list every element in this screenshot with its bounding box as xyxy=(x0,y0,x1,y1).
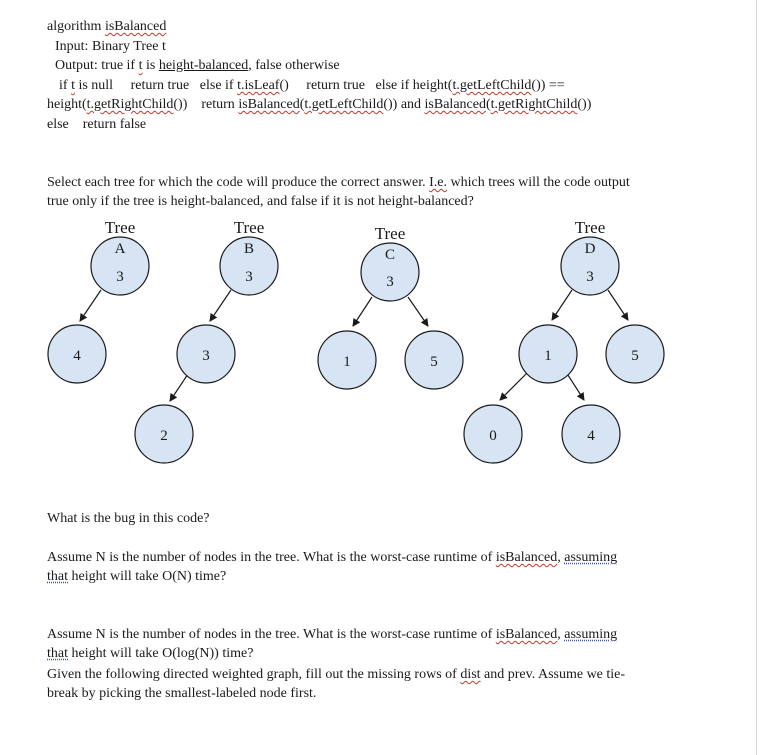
algorithm-line-6: else return false xyxy=(47,117,147,132)
svg-text:4: 4 xyxy=(73,348,81,364)
question-graph-line1: Given the following directed weighted graph, fill out the missing rows of dist and prev. Assume we tie- xyxy=(47,667,626,682)
algorithm-output: Output: true if t is height-balanced, false otherwise xyxy=(55,58,340,73)
svg-text:0: 0 xyxy=(489,428,497,444)
tree-b-letter: B xyxy=(243,241,255,257)
tree-a-root-value: 3 xyxy=(116,269,124,285)
question-select-trees-line2: true only if the tree is height-balanced, and false if it is not height-balanced? xyxy=(47,194,474,209)
question-runtime-on-line1: Assume N is the number of nodes in the tree. What is the worst-case runtime of isBalanced, assuming xyxy=(47,550,618,565)
tree-c-title: Tree xyxy=(374,224,406,243)
algorithm-input: Input: Binary Tree t xyxy=(55,39,166,54)
question-runtime-logn-line2: that height will take O(log(N)) time? xyxy=(47,646,254,661)
svg-text:5: 5 xyxy=(631,348,639,364)
svg-text:5: 5 xyxy=(430,354,438,370)
tree-c-letter: C xyxy=(384,247,396,263)
algorithm-line-4: if t is null return true else if t.isLeaf() return true else if height(t.getLeftChild()) == xyxy=(59,78,565,93)
question-graph-line2: break by picking the smallest-labeled node first. xyxy=(47,686,317,701)
svg-text:3: 3 xyxy=(202,348,210,364)
tree-b-title: Tree xyxy=(233,218,265,237)
tree-c-root-value: 3 xyxy=(386,274,394,290)
algorithm-line-5: height(t.getRightChild()) return isBalanced(t.getLeftChild()) and isBalanced(t.getRightChild()) xyxy=(47,97,592,112)
algorithm-header: algorithm isBalanced xyxy=(47,19,167,34)
tree-d-letter: D xyxy=(584,241,596,257)
tree-b-root-value: 3 xyxy=(245,269,253,285)
tree-a-title: Tree xyxy=(104,218,136,237)
question-runtime-logn-line1: Assume N is the number of nodes in the tree. What is the worst-case runtime of isBalanced, assuming xyxy=(47,627,618,642)
svg-text:2: 2 xyxy=(160,428,168,444)
tree-d-root-value: 3 xyxy=(586,269,594,285)
question-runtime-on-line2: that height will take O(N) time? xyxy=(47,569,227,584)
question-bug: What is the bug in this code? xyxy=(47,511,210,526)
svg-text:4: 4 xyxy=(587,428,595,444)
question-select-trees-line1: Select each tree for which the code will produce the correct answer. I.e. which trees will the code output xyxy=(47,175,630,190)
tree-d-title: Tree xyxy=(574,218,606,237)
tree-a-letter: A xyxy=(114,241,126,257)
svg-text:1: 1 xyxy=(343,354,351,370)
svg-text:1: 1 xyxy=(544,348,552,364)
